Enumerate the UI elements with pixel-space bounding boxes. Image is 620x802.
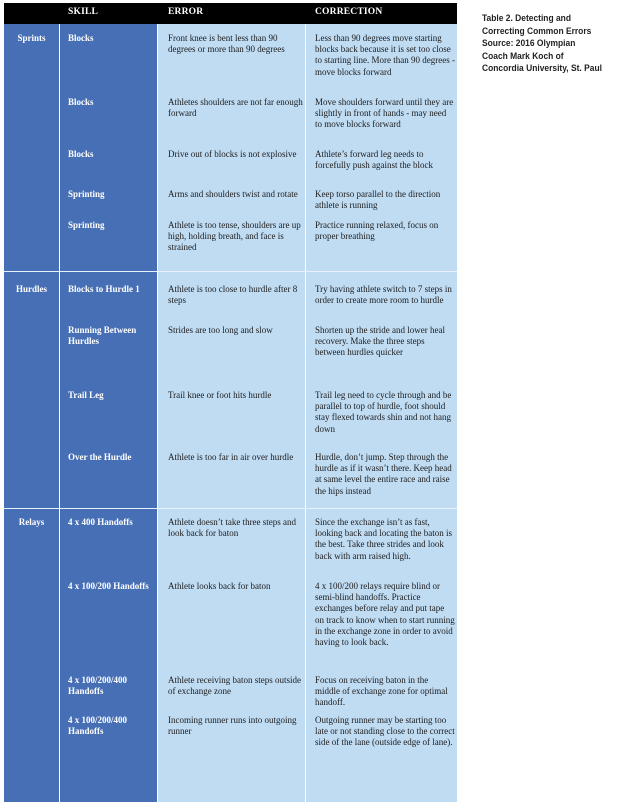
- error-cell: Athlete is too far in air over hurdle: [168, 452, 294, 462]
- correction-cell: Hurdle, don’t jump. Step through the hurdle as if it wasn’t there. Keep head at same level the entire race and raise the hips instead: [315, 452, 452, 496]
- correction-cell: Trail leg need to cycle through and be parallel to top of hurdle, foot should stay flexed towards shin and not hang down: [315, 390, 452, 434]
- table-header: [4, 3, 457, 24]
- correction-cell: Move shoulders forward until they are slightly in front of hands - may need to move blocks forward: [315, 97, 454, 130]
- group-label-hurdles: Hurdles: [15, 284, 47, 294]
- correction-cell: Try having athlete switch to 7 steps in order to create more room to hurdle: [315, 284, 452, 306]
- correction-cell: Focus on receiving baton in the middle of exchange zone for optimal handoff.: [315, 675, 448, 708]
- skill-cell: Sprinting: [68, 220, 105, 230]
- caption-line: Coach Mark Koch of: [482, 50, 564, 62]
- error-cell: Strides are too long and slow: [168, 325, 273, 335]
- header-skill: SKILL: [68, 7, 99, 17]
- correction-cell: Practice running relaxed, focus on proper breathing: [315, 220, 439, 242]
- group-label-relays: Relays: [18, 517, 45, 527]
- table-caption: [482, 13, 605, 76]
- correction-cell: Shorten up the stride and lower heal recovery. Make the three steps between hurdles quicker: [315, 325, 445, 358]
- correction-cell: Less than 90 degrees move starting blocks back because it is set too close to starting line. More than 90 degrees - move blocks forward: [315, 33, 455, 77]
- error-cell: Athlete looks back for baton: [168, 581, 271, 591]
- group-divider: [4, 508, 457, 509]
- skill-cell: Running Between Hurdles: [68, 325, 137, 347]
- skill-cell: 4 x 100/200 Handoffs: [68, 581, 149, 591]
- correction-cell: Athlete’s forward leg needs to forcefully push against the block: [315, 149, 433, 171]
- skill-cell: Blocks: [68, 97, 94, 107]
- caption-line: Table 2. Detecting and: [482, 13, 571, 24]
- correction-cell: 4 x 100/200 relays require blind or semi-blind handoffs. Practice exchanges before relay and put tape on track to know when to start running in the exchange zone in order to avoid having to look back.: [315, 581, 455, 648]
- correction-cell: Keep torso parallel to the direction athlete is running: [315, 189, 441, 211]
- skill-cell: Sprinting: [68, 189, 105, 199]
- skill-cell: Over the Hurdle: [68, 452, 132, 462]
- skill-cell: Blocks: [68, 33, 94, 43]
- errors-table: [4, 3, 457, 802]
- error-cell: Front knee is bent less than 90 degrees or more than 90 degrees: [168, 33, 285, 55]
- error-cell: Arms and shoulders twist and rotate: [168, 189, 298, 199]
- caption-line: Source: 2016 Olympian: [482, 38, 576, 50]
- error-cell: Athlete is too tense, shoulders are up high, holding breath, and face is strained: [168, 220, 301, 253]
- error-cell: Athlete receiving baton steps outside of exchange zone: [168, 675, 301, 697]
- group-label-sprints: Sprints: [17, 33, 46, 43]
- skill-cell: 4 x 400 Handoffs: [68, 517, 133, 527]
- skill-cell: Trail Leg: [68, 390, 104, 400]
- caption-line: Correcting Common Errors: [482, 25, 592, 37]
- caption-line: Concordia University, St. Paul: [482, 63, 602, 75]
- header-error: ERROR: [168, 7, 204, 17]
- error-cell: Athletes shoulders are not far enough forward: [168, 97, 303, 119]
- error-cell: Trail knee or foot hits hurdle: [168, 390, 272, 400]
- group-column: [4, 24, 59, 802]
- skill-cell: 4 x 100/200/400 Handoffs: [68, 715, 128, 737]
- group-divider: [4, 271, 457, 272]
- error-cell: Drive out of blocks is not explosive: [168, 149, 297, 159]
- correction-cell: Outgoing runner may be starting too late or not standing close to the correct side of the lane (outside edge of lane).: [315, 715, 455, 748]
- error-cell: Athlete doesn’t take three steps and look back for baton: [168, 517, 297, 539]
- error-cell: Incoming runner runs into outgoing runner: [168, 715, 297, 737]
- skill-cell: Blocks: [68, 149, 94, 159]
- error-cell: Athlete is too close to hurdle after 8 steps: [168, 284, 298, 306]
- skill-cell: 4 x 100/200/400 Handoffs: [68, 675, 128, 697]
- header-correction: CORRECTION: [315, 7, 383, 17]
- correction-cell: Since the exchange isn’t as fast, looking back and locating the baton is the best. Take three strides and look back with arm raised high.: [315, 517, 452, 561]
- skill-cell: Blocks to Hurdle 1: [68, 284, 140, 294]
